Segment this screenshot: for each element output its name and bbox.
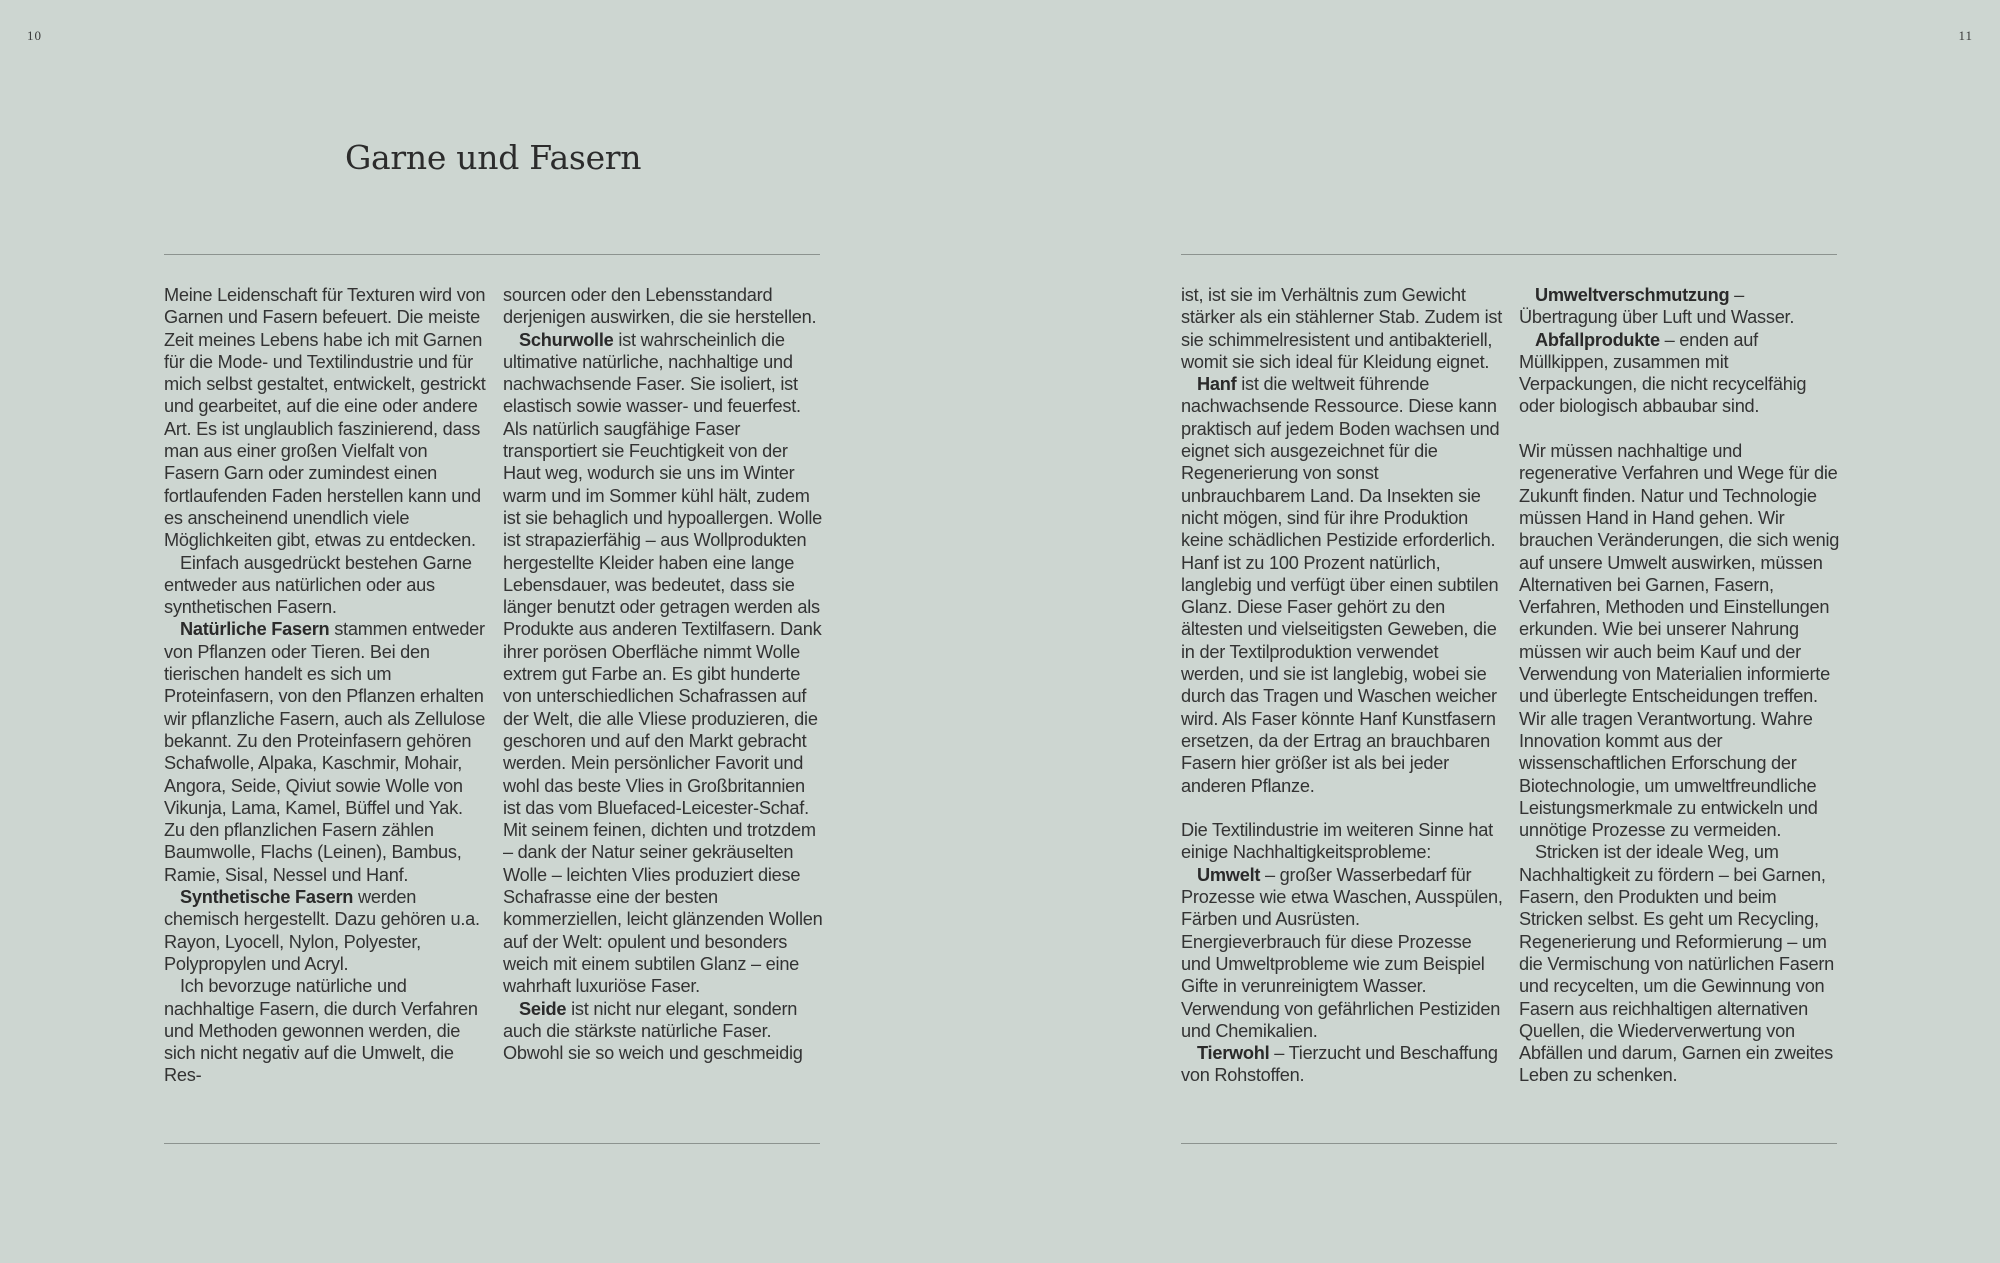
paragraph-text: – enden auf Müllkippen, zusammen mit Verpackungen, die nicht recycelfähig oder biologisch abbaubar sind.: [1519, 329, 1807, 417]
paragraph: [1181, 1042, 1503, 1087]
left-bottom-divider: [164, 1143, 820, 1144]
paragraph-term: Umwelt: [1197, 864, 1261, 885]
paragraph-text: ist, ist sie im Verhältnis zum Gewicht stärker als ein stählerner Stab. Zudem ist sie schimmelresistent und antibakteriell, womit sie sich ideal für Kleidung eignet.: [1181, 285, 1503, 372]
paragraph: [164, 618, 486, 886]
right-top-divider: [1181, 254, 1837, 255]
paragraph-term: Natürliche Fasern: [180, 619, 330, 640]
page-title: Garne und Fasern: [345, 138, 642, 177]
paragraph-text: werden chemisch hergestellt. Dazu gehören u.a. Rayon, Lyocell, Nylon, Polyester, Polypropylen und Acryl.: [164, 887, 480, 974]
paragraph-text: sourcen oder den Lebensstandard derjenigen auswirken, die sie herstellen.: [503, 285, 817, 328]
paragraph: [503, 284, 825, 329]
paragraph: [1181, 864, 1503, 1042]
paragraph-text: Ich bevorzuge natürliche und nachhaltige Fasern, die durch Verfahren und Methoden gewonnen werden, die sich nicht negativ auf die Umwelt, die Res-: [164, 976, 478, 1086]
paragraph-term: Hanf: [1197, 374, 1237, 395]
paragraph-text: Wir müssen nachhaltige und regenerative Verfahren und Wege für die Zukunft finden. Natur und Technologie müssen Hand in Hand gehen. Wir brauchen Veränderungen, die sich wenig auf unsere Umwelt auswirken, müssen Alternativen bei Garnen, Fasern, Verfahren, Methoden und Einstellungen erkunden. Wie bei unserer Nahrung müssen wir auch beim Kauf und der Verwendung von Materialien informierte und überlegte Entscheidungen treffen. Wir alle tragen Verantwortung. Wahre Innovation kommt aus der wissenschaftlichen Erforschung der Biotechnologie, um umweltfreundliche Leistungsmerkmale zu entwickeln und unnötige Prozesse zu vermeiden.: [1519, 441, 1840, 841]
page-number-right: 11: [1958, 28, 1973, 43]
right-bottom-divider: [1181, 1143, 1837, 1144]
paragraph: [1519, 284, 1841, 329]
paragraph: [1181, 819, 1503, 864]
paragraph-text: Stricken ist der ideale Weg, um Nachhaltigkeit zu fördern – bei Garnen, Fasern, den Produkten und beim Stricken selbst. Es geht um Recycling, Regenerierung und Reformierung – um die Vermischung von natürlichen Fasern und recycelten, um die Gewinnung von Fasern aus reichhaltigen alternativen Quellen, die Wiederverwertung von Abfällen und darum, Garnen ein zweites Leben zu schenken.: [1519, 842, 1835, 1086]
paragraph: [503, 998, 825, 1065]
page-number-left: 10: [27, 28, 42, 43]
paragraph-term: Tierwohl: [1197, 1043, 1270, 1064]
text-column-1: [164, 284, 486, 1087]
paragraph-text: – großer Wasserbedarf für Prozesse wie etwa Waschen, Ausspülen, Färben und Ausrüsten. Energieverbrauch für diese Prozesse und Umweltprobleme wie zum Beispiel Gifte in verunreinigtem Wasser. Verwendung von gefährlichen Pestiziden und Chemikalien.: [1181, 864, 1503, 1041]
paragraph-term: Seide: [519, 998, 567, 1019]
paragraph: [1519, 329, 1841, 418]
paragraph-text: ist nicht nur elegant, sondern auch die stärkste natürliche Faser. Obwohl sie so weich und geschmeidig: [503, 998, 803, 1064]
paragraph: [1181, 284, 1503, 373]
paragraph-term: Abfallprodukte: [1535, 329, 1660, 350]
paragraph-term: Synthetische Fasern: [180, 887, 354, 908]
paragraph: [1519, 440, 1841, 841]
paragraph-text: ist die weltweit führende nachwachsende Ressource. Diese kann praktisch auf jedem Boden wachsen und eignet sich ausgezeichnet für die Regenerierung von sonst unbrauchbarem Land. Da Insekten sie nicht mögen, sind für ihre Produktion keine schädlichen Pestizide erforderlich. Hanf ist zu 100 Prozent natürlich, langlebig und verfügt über einen subtilen Glanz. Diese Faser gehört zu den ältesten und vielseitigsten Geweben, die in der Textilproduktion verwendet werden, und sie ist langlebig, wobei sie durch das Tragen und Waschen weicher wird. Als Faser könnte Hanf Kunstfasern ersetzen, da der Ertrag an brauchbaren Fasern hier größer ist als bei jeder anderen Pflanze.: [1181, 374, 1500, 796]
paragraph-text: Die Textilindustrie im weiteren Sinne hat einige Nachhaltigkeitsprobleme:: [1181, 820, 1493, 863]
text-column-3: [1181, 284, 1503, 1087]
left-top-divider: [164, 254, 820, 255]
paragraph: [503, 329, 825, 998]
paragraph-text: – Tierzucht und Beschaffung von Rohstoffen.: [1181, 1043, 1498, 1086]
paragraph: [164, 886, 486, 975]
paragraph-text: stammen entweder von Pflanzen oder Tieren. Bei den tierischen handelt es sich um Proteinfasern, von den Pflanzen erhalten wir pflanzliche Fasern, auch als Zellulose bekannt. Zu den Proteinfasern gehören Schafwolle, Alpaka, Kaschmir, Mohair, Angora, Seide, Qiviut sowie Wolle von Vikunja, Lama, Kamel, Büffel und Yak. Zu den pflanzlichen Fasern zählen Baumwolle, Flachs (Leinen), Bambus, Ramie, Sisal, Nessel und Hanf.: [164, 619, 486, 885]
paragraph: [1181, 373, 1503, 797]
paragraph-text: Einfach ausgedrückt bestehen Garne entweder aus natürlichen oder aus synthetischen Fasern.: [164, 552, 472, 618]
paragraph-text: – Übertragung über Luft und Wasser.: [1519, 285, 1795, 328]
paragraph-text: Meine Leidenschaft für Texturen wird von Garnen und Fasern befeuert. Die meiste Zeit meines Lebens habe ich mit Garnen für die Mode- und Textilindustrie und für mich selbst gestaltet, entwickelt, gestrickt und gearbeitet, auf die eine oder andere Art. Es ist unglaublich faszinierend, dass man aus einer großen Vielfalt von Fasern Garn oder zumindest einen fortlaufenden Faden herstellen kann und es anscheinend unendlich viele Möglichkeiten gibt, etwas zu entdecken.: [164, 285, 486, 551]
paragraph-text: ist wahrscheinlich die ultimative natürliche, nachhaltige und nachwachsende Faser. Sie isoliert, ist elastisch sowie wasser- und feuerfest. Als natürlich saugfähige Faser transportiert sie Feuchtigkeit von der Haut weg, wodurch sie uns im Winter warm und im Sommer kühl hält, zudem ist sie behaglich und hypoallergen. Wolle ist strapazierfähig – aus Wollprodukten hergestellte Kleider haben eine lange Lebensdauer, was bedeutet, dass sie länger benutzt oder getragen werden als Produkte aus anderen Textilfasern. Dank ihrer porösen Oberfläche nimmt Wolle extrem gut Farbe an. Es gibt hunderte von unterschiedlichen Schafrassen auf der Welt, die alle Vliese produzieren, die geschoren und auf den Markt gebracht werden. Mein persönlicher Favorit und wohl das beste Vlies in Großbritannien ist das vom Bluefaced-Leicester-Schaf. Mit seinem feinen, dichten und trotzdem – dank der Natur seiner gekräuselten Wolle – leichten Vlies produziert diese Schafrasse eine der besten kommerziellen, leicht glänzenden Wollen auf der Welt: opulent und besonders weich mit einem subtilen Glanz – eine wahrhaft luxuriöse Faser.: [503, 329, 823, 997]
paragraph: [164, 552, 486, 619]
paragraph-term: Umweltverschmutzung: [1535, 285, 1730, 305]
paragraph: [164, 975, 486, 1086]
text-column-2: [503, 284, 825, 1064]
paragraph: [1519, 841, 1841, 1086]
paragraph-term: Schurwolle: [519, 329, 614, 350]
paragraph: [164, 284, 486, 552]
text-column-4: [1519, 284, 1841, 1087]
